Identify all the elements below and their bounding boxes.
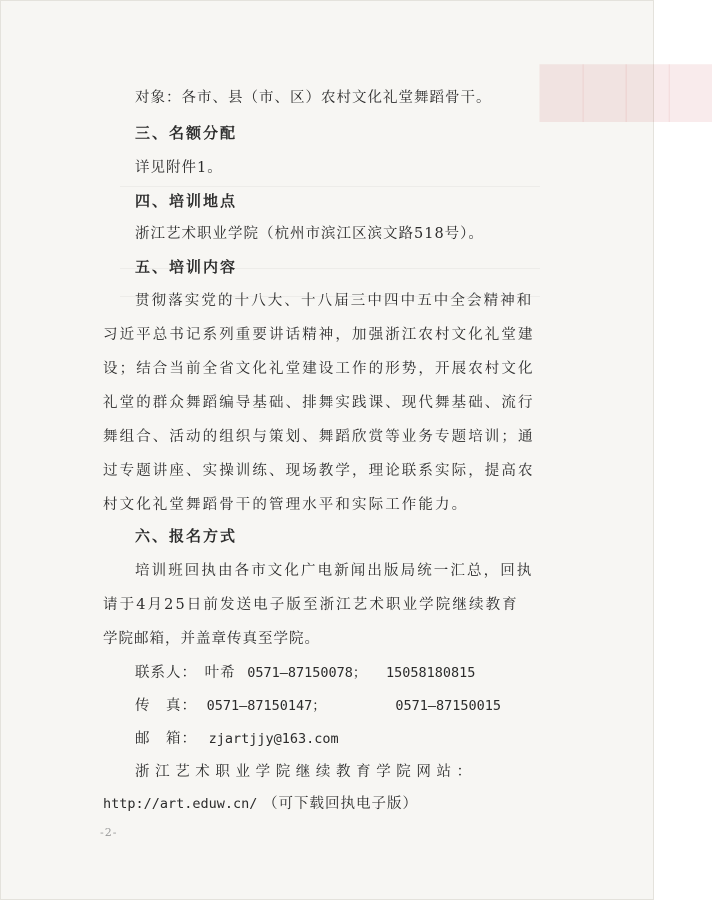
content-paragraph-line: 舞组合、活动的组织与策划、舞蹈欣赏等业务专题培训；通 — [103, 429, 535, 445]
bleed-through-letterhead: ▇▇▇▇ — [540, 56, 712, 122]
content-paragraph-line: 习近平总书记系列重要讲话精神，加强浙江农村文化礼堂建 — [103, 327, 535, 343]
contact-phone-2: 15058180815 — [386, 665, 476, 681]
target-audience-text: 对象：各市、县（市、区）农村文化礼堂舞蹈骨干。 — [135, 90, 492, 106]
email-address: zjartjjy@163.com — [208, 731, 339, 747]
section-heading-quota: 三、名额分配 — [135, 124, 238, 142]
website-note: （可下载回执电子版） — [263, 796, 419, 812]
content-paragraph-line: 村文化礼堂舞蹈骨干的管理水平和实际工作能力。 — [103, 497, 469, 513]
website-row — [103, 792, 418, 813]
fax-number-2: 0571—87150015 — [395, 698, 502, 714]
email-row — [135, 727, 339, 748]
fax-label: 传 真： — [135, 698, 197, 714]
section-heading-registration: 六、报名方式 — [135, 527, 238, 545]
content-paragraph-line: 礼堂的群众舞蹈编导基础、排舞实践课、现代舞基础、流行 — [103, 395, 535, 411]
contact-person-row — [135, 661, 475, 682]
contact-phone-1: 0571—87150078； — [247, 665, 367, 681]
contact-name: 叶希 — [204, 665, 236, 681]
fax-row — [135, 694, 501, 715]
section-heading-location: 四、培训地点 — [135, 192, 238, 210]
content-paragraph-line: 贯彻落实党的十八大、十八届三中四中五中全会精神和 — [135, 293, 534, 309]
website-label: 浙江艺术职业学院继续教育学院网站： — [135, 764, 477, 780]
registration-paragraph-line: 学院邮箱，并盖章传真至学院。 — [103, 631, 320, 647]
page-number: -2- — [100, 826, 118, 839]
content-paragraph-line: 过专题讲座、实操训练、现场教学，理论联系实际，提高农 — [103, 463, 535, 479]
registration-paragraph-line: 请于4月25日前发送电子版至浙江艺术职业学院继续教育 — [103, 597, 519, 613]
email-label: 邮 箱： — [135, 731, 197, 747]
bleed-through-rule — [120, 186, 540, 187]
contact-label: 联系人： — [135, 665, 197, 681]
website-url: http://art.eduw.cn/ — [103, 796, 258, 812]
content-paragraph-line: 设；结合当前全省文化礼堂建设工作的形势，开展农村文化 — [103, 361, 535, 377]
quota-text: 详见附件1。 — [135, 160, 223, 176]
location-text: 浙江艺术职业学院（杭州市滨江区滨文路518号）。 — [135, 226, 484, 242]
registration-paragraph-line: 培训班回执由各市文化广电新闻出版局统一汇总，回执 — [135, 563, 534, 579]
fax-number-1: 0571—87150147； — [206, 698, 326, 714]
section-heading-content: 五、培训内容 — [135, 258, 238, 276]
